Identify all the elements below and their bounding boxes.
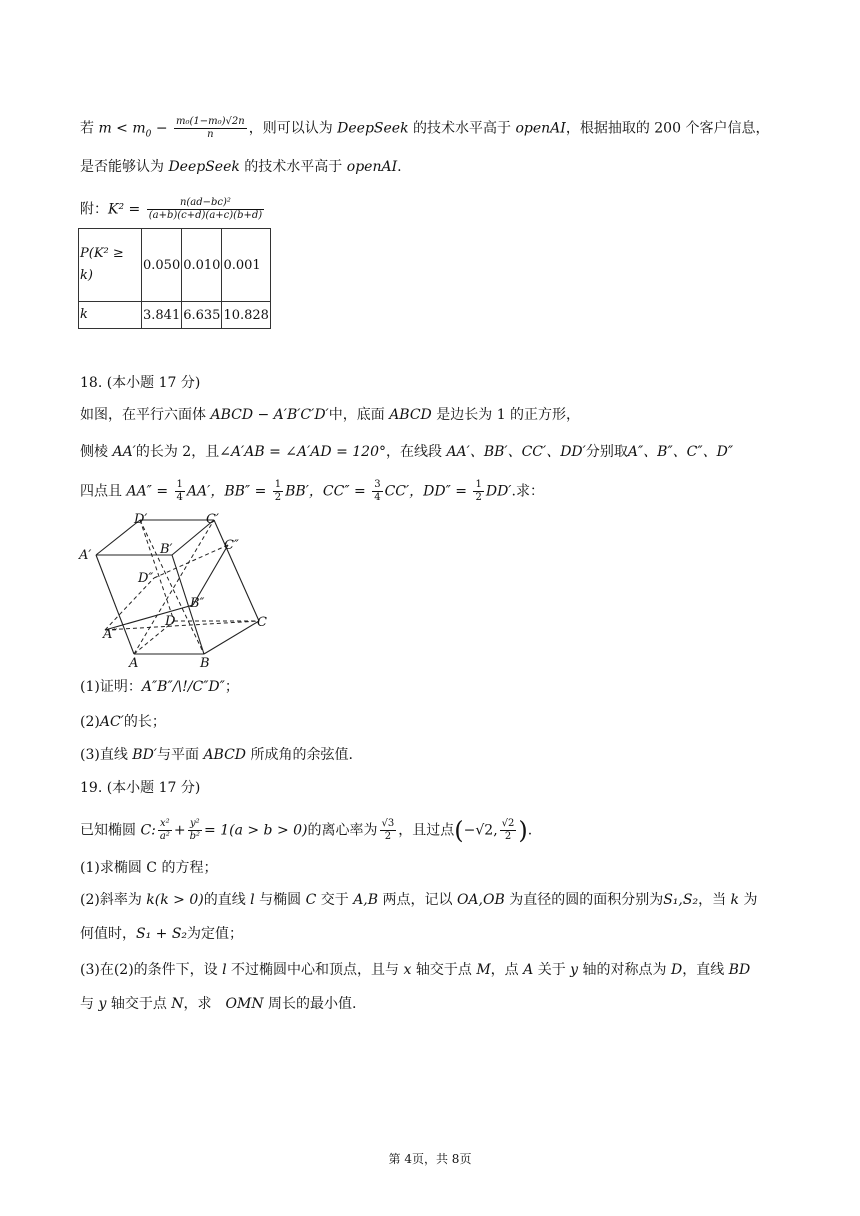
q19-title: 19. (本小题 17 分) [80, 780, 201, 796]
table-row [79, 229, 271, 302]
q17-condition-line: 若 $m < m_0$ − $\frac{\text{m₀(1−m₀)√2n}}{n}$ ，则可以认为 DeepSeek 的技术水平高于 openAI，根据抽取的 200 个客户信息， [80, 116, 770, 140]
q19-part-2-cont: 何值时，S₁ + S₂为定值； [80, 926, 244, 942]
q18-part-3: (3)直线 BD′与平面 ABCD 所成角的余弦值. [80, 747, 353, 763]
q18-line-3: 四点且 AA″ = $\frac{1}{4}$ AA′，BB″ = $\frac{1}{2}$ BB′，CC″ = $\frac{3}{4}$ CC′，DD″ = $\frac{1}{2}$ DD′.求： [80, 479, 544, 503]
table-cell: 10.828 [222, 302, 271, 329]
label-B: B [200, 656, 210, 670]
label-A: A [129, 656, 139, 670]
q19-part-2: (2)斜率为 k(k > 0)的直线 l 与椭圆 C 交于 A,B 两点，记以 OA,OB 为直径的圆的面积分别为S₁,S₂，当 k 为 [80, 892, 758, 908]
label-D: D [165, 614, 176, 629]
label-C: C [257, 615, 267, 630]
q18-line-2: 侧棱 AA′的长为 2，且∠A′AB = ∠A′AD = 120°，在线段 AA′、BB′、CC′、DD′分别取A″、B″、C″、D″ [80, 444, 734, 460]
table-cell: 3.841 [142, 302, 182, 329]
q18-part-1: (1)证明：A″B″/\!/C″D″； [80, 679, 239, 695]
label-B-double-prime: B″ [190, 596, 205, 611]
parallelepiped-figure [76, 508, 286, 670]
label-A-double-prime: A″ [103, 627, 118, 642]
q18-line-1: 如图，在平行六面体 ABCD − A′B′C′D′中，底面 ABCD 是边长为 1 的正方形， [80, 407, 581, 423]
q19-part-1: (1)求椭圆 C 的方程； [80, 860, 218, 876]
table-head-label: P(K² ≥ k) [79, 229, 142, 302]
q17-fraction: $\frac{\text{m₀(1−m₀)√2n}}{n}$ [176, 116, 245, 140]
label-D-prime: D′ [134, 512, 148, 527]
q17-question-line: 是否能够认为 DeepSeek 的技术水平高于 openAI. [80, 159, 402, 175]
label-C-double-prime: C″ [224, 538, 239, 553]
table-row [79, 302, 271, 329]
q17-appendix-formula: 附：K² = $\frac{\text{n(ad−bc)²}}{(a+b)(c+d)(a+c)(b+d)}$ [80, 197, 263, 221]
page-footer: 第 4页，共 8页 [388, 1152, 472, 1166]
q19-part-3-cont: 与 y 轴交于点 N，求 OMN 周长的最小值. [80, 996, 357, 1012]
table-row-label: k [79, 302, 142, 329]
critical-value-table [78, 228, 271, 329]
q19-part-3: (3)在(2)的条件下，设 l 不过椭圆中心和顶点，且与 x 轴交于点 M，点 A 关于 y 轴的对称点为 D，直线 BD [80, 962, 751, 978]
label-D-double-prime: D″ [138, 571, 154, 586]
table-cell: 0.010 [182, 229, 222, 302]
table-cell: 6.635 [182, 302, 222, 329]
label-A-prime: A′ [79, 548, 92, 563]
q18-part-2: (2)AC′的长； [80, 714, 166, 730]
table-cell: 0.050 [142, 229, 182, 302]
q18-title: 18. (本小题 17 分) [80, 375, 201, 391]
label-C-prime: C′ [206, 512, 219, 527]
q19-line-1: 已知椭圆 C: $\frac{\text{x²}}{\text{a²}}$ + $\frac{\text{y²}}{\text{b²}}$ = 1(a > b > 0)的离心率为 $\frac{√3}{2}$ ，且过点(−√2, $\frac{√2}{2}$ ). [80, 816, 533, 845]
label-B-prime: B′ [160, 542, 173, 557]
table-cell: 0.001 [222, 229, 271, 302]
